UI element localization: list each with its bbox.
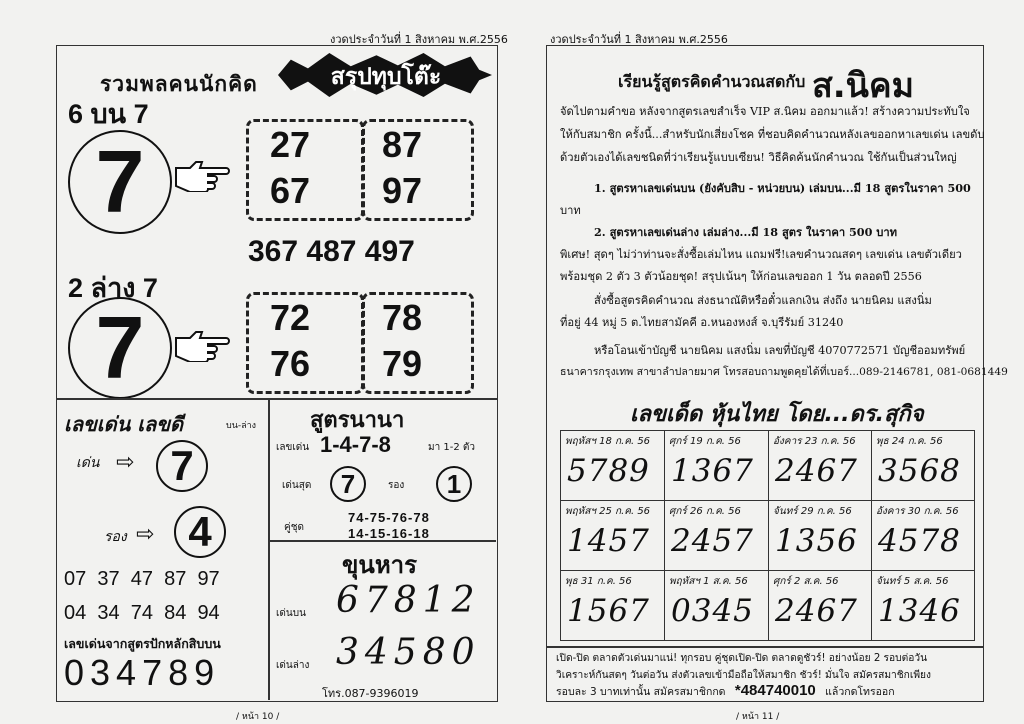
top-digit-circle <box>68 130 172 234</box>
grid-cell <box>561 571 665 641</box>
badge-text: สรุปทุบโต๊ะ <box>330 64 442 90</box>
order-line-1: สั่งซื้อสูตรคิดคำนวณ ส่งธนาณัติหรือตั๋วแลกเงิน ส่งถึง นายนิคม แสงนิ่ม <box>594 294 932 307</box>
grid-date: ศุกร์ 19 ก.ค. 56 <box>669 436 741 447</box>
formula-lekden-label: เลขเด่น <box>276 442 310 453</box>
bottom-pair-1: 72 <box>270 297 311 338</box>
formula-pair-row-1: 74-75-76-78 <box>348 510 430 525</box>
special-line-2: พร้อมชุด 2 ตัว 3 ตัวน้อยชุด! สรุปเน้นๆ ให้ก่อนเลขออก 1 วัน ตลอดปี 2556 <box>560 270 922 283</box>
footer-line-2: วิเคราะห์กันสดๆ วันต่อวัน ส่งตัวเลขเข้ามือถือให้สมาชิก ชัวร์! มั่นใจ สมัครสมาชิกเพียง <box>556 670 931 681</box>
grid-number: 2467 <box>775 453 858 489</box>
grid-cell <box>665 501 769 571</box>
khunhan-bottom-label: เด่นล่าง <box>276 660 310 671</box>
khunhan-bottom-value: 34580 <box>336 632 481 673</box>
grid-number: 0345 <box>671 593 754 629</box>
formula-title: สูตรนานา <box>310 408 405 433</box>
column-divider <box>268 398 270 700</box>
grid-cell <box>665 431 769 501</box>
lekden-main-label: เด่น <box>76 455 100 471</box>
footer-line-1: เปิด-ปิด ตลาดตัวเด่นมาแน่! ทุกรอบ คู่ชุดเปิด-ปิด ตลาดดูชัวร์! อย่างน้อย 2 รอบต่อวัน <box>556 653 928 664</box>
khunhan-title: ขุนหาร <box>342 551 417 579</box>
order-line-2: ที่อยู่ 44 หมู่ 5 ต.ไทยสามัคคี อ.หนองหงส์ จ.บุรีรัมย์ 31240 <box>560 316 844 329</box>
grid-date: อังคาร 23 ก.ค. 56 <box>773 436 856 447</box>
grid-date: อังคาร 30 ก.ค. 56 <box>876 506 959 517</box>
grid-number: 4578 <box>878 523 961 559</box>
arrow-right-icon: ⇨ <box>116 450 135 475</box>
bottom-pair-2: 78 <box>382 297 423 338</box>
grid-number: 2467 <box>775 593 858 629</box>
khunhan-top-label: เด่นบน <box>276 608 306 619</box>
top-pair-2: 87 <box>382 124 423 165</box>
right-title-big: ส.นิคม <box>812 66 915 106</box>
footer-divider <box>546 646 984 648</box>
grid-date: จันทร์ 5 ส.ค. 56 <box>876 576 949 587</box>
lekden-row-2: 04 34 74 84 94 <box>64 602 220 624</box>
bottom-digit-circle <box>68 297 172 399</box>
lekden-sub-value: 4 <box>188 508 212 555</box>
top-label: 6 บน 7 <box>68 99 149 129</box>
formula-tensut-label: เด่นสุด <box>282 480 312 491</box>
lekden-title: เลขเด่น เลขดี <box>64 412 183 436</box>
formula-pair-row-2: 14-15-16-18 <box>348 526 430 541</box>
section-divider <box>56 398 498 400</box>
footer-last-text: รอบละ 3 บาทเท่านั้น สมัครสมาชิกกด <box>556 686 726 698</box>
group-title: รวมพลคนนักคิด <box>100 72 258 96</box>
grid-number: 1346 <box>878 593 961 629</box>
formula-tensut-circle <box>330 466 366 502</box>
lekden-main-value: 7 <box>170 442 194 489</box>
bottom-pair-3: 76 <box>270 343 311 384</box>
left-page-header: งวดประจำวันที่ 1 สิงหาคม พ.ศ.2556 <box>330 33 508 46</box>
lekden-sub-circle <box>174 506 226 558</box>
lekden-main-circle <box>156 440 208 492</box>
footer-code: *484740010 <box>734 682 816 699</box>
bottom-pair-4: 79 <box>382 343 423 384</box>
special-line-1: พิเศษ! สุดๆ ไม่ว่าท่านจะสั่งซื้อเล่มไหน แถมฟรี!เลขคำนวณสดๆ เลขเด่น เลขตัวเดียว <box>560 248 962 261</box>
khunhan-top-value: 67812 <box>336 580 481 621</box>
intro-line-3: ด้วยตัวเองได้เลขชนิดที่ว่าเรียนรู้แบบเซียน! วิธีคิดค้นนักคำนวณ ใช้กันเป็นส่วนใหญ่ <box>560 151 957 164</box>
grid-date: จันทร์ 29 ก.ค. 56 <box>773 506 852 517</box>
grid-date: พุธ 24 ก.ค. 56 <box>876 436 943 447</box>
item2: 2. สูตรหาเลขเด่นล่าง เล่มล่าง...มี 18 สูตร ในราคา 500 บาท <box>594 225 898 239</box>
item1-line-1: 1. สูตรหาเลขเด่นบน (ยังคับสิบ - หน่วยบน) เล่มบน...มี 18 สูตรในราคา 500 <box>594 181 971 195</box>
triple-numbers: 367 487 497 <box>248 235 415 268</box>
lekden-digits: 034789 <box>64 652 221 693</box>
grid-date: พฤหัสฯ 1 ส.ค. 56 <box>669 576 748 587</box>
transfer-line-1: หรือโอนเข้าบัญชี นายนิคม แสงนิ่ม เลขที่บัญชี 4070772571 บัญชีออมทรัพย์ <box>594 344 966 357</box>
formula-lekden-value: 1-4-7-8 <box>320 432 391 457</box>
grid-cell <box>561 501 665 571</box>
transfer-line-2: ธนาคารกรุงเทพ สาขาลำปลายมาศ โทรสอบถามพูดคุยได้ที่เบอร์...089-2146781, 081-0681449 <box>560 366 1008 378</box>
stock-grid <box>560 430 975 641</box>
grid-cell <box>769 571 872 641</box>
grid-cell <box>561 431 665 501</box>
formula-rong-value: 1 <box>446 469 462 499</box>
top-pair-4: 97 <box>382 170 423 211</box>
pointing-hand-icon <box>174 158 230 196</box>
right-page-header: งวดประจำวันที่ 1 สิงหาคม พ.ศ.2556 <box>550 33 728 46</box>
bottom-digit: 7 <box>95 298 145 397</box>
grid-cell <box>872 431 975 501</box>
grid-date: พฤหัสฯ 25 ก.ค. 56 <box>565 506 651 517</box>
grid-cell <box>665 571 769 641</box>
grid-number: 1567 <box>567 593 650 629</box>
grid-number: 1457 <box>567 523 650 559</box>
bottom-label: 2 ล่าง 7 <box>68 273 158 303</box>
top-pair-3: 67 <box>270 170 311 211</box>
grid-date: ศุกร์ 26 ก.ค. 56 <box>669 506 741 517</box>
formula-tensut-value: 7 <box>340 469 356 499</box>
lekden-sub-label: รอง <box>104 529 127 545</box>
grid-cell <box>872 501 975 571</box>
formula-rong-circle <box>436 466 472 502</box>
left-page-number: / หน้า 10 / <box>236 712 280 722</box>
grid-number: 5789 <box>567 453 650 489</box>
khunhan-phone: โทร.087-9396019 <box>322 687 419 700</box>
intro-line-2: ให้กับสมาชิก ครั้งนี้...สำหรับนักเสี่ยงโชค ที่ชอบคิดคำนวณหลังเลขออกหาเลขเด่น เลขดับ <box>560 128 985 141</box>
formula-lekden-note: มา 1-2 ตัว <box>428 442 476 453</box>
grid-date: พฤหัสฯ 18 ก.ค. 56 <box>565 436 651 447</box>
lekden-subtitle: บน-ล่าง <box>226 421 257 431</box>
grid-date: ศุกร์ 2 ส.ค. 56 <box>773 576 839 587</box>
lekden-row-1: 07 37 47 87 97 <box>64 568 220 590</box>
grid-cell <box>769 431 872 501</box>
arrow-right-icon: ⇨ <box>136 522 155 547</box>
footer-end: แล้วกดโทรออก <box>825 686 895 698</box>
stock-title: เลขเด็ด หุ้นไทย โดย...ดร.สุกิจ <box>630 402 924 427</box>
item1-line-2: บาท <box>560 204 581 217</box>
grid-number: 1367 <box>671 453 754 489</box>
grid-date: พุธ 31 ก.ค. 56 <box>565 576 632 587</box>
footer-line-3 <box>556 682 895 700</box>
grid-cell <box>769 501 872 571</box>
intro-line-1: จัดไปตามคำขอ หลังจากสูตรเลขสำเร็จ VIP ส.นิคม ออกมาแล้ว! สร้างความประทับใจ <box>560 105 970 118</box>
grid-number: 3568 <box>878 453 961 489</box>
formula-pair-label: คู่ชุด <box>284 522 304 533</box>
right-title-small: เรียนรู้สูตรคิดคำนวณสดกับ <box>618 72 806 91</box>
right-page-number: / หน้า 11 / <box>736 712 780 722</box>
formula-rong-label: รอง <box>388 480 405 491</box>
grid-number: 1356 <box>775 523 858 559</box>
top-pair-1: 27 <box>270 124 311 165</box>
top-digit: 7 <box>95 132 145 231</box>
grid-number: 2457 <box>671 523 754 559</box>
pointing-hand-icon <box>174 328 230 366</box>
grid-cell <box>872 571 975 641</box>
lekden-caption: เลขเด่นจากสูตรปักหลักสิบบน <box>64 636 221 651</box>
